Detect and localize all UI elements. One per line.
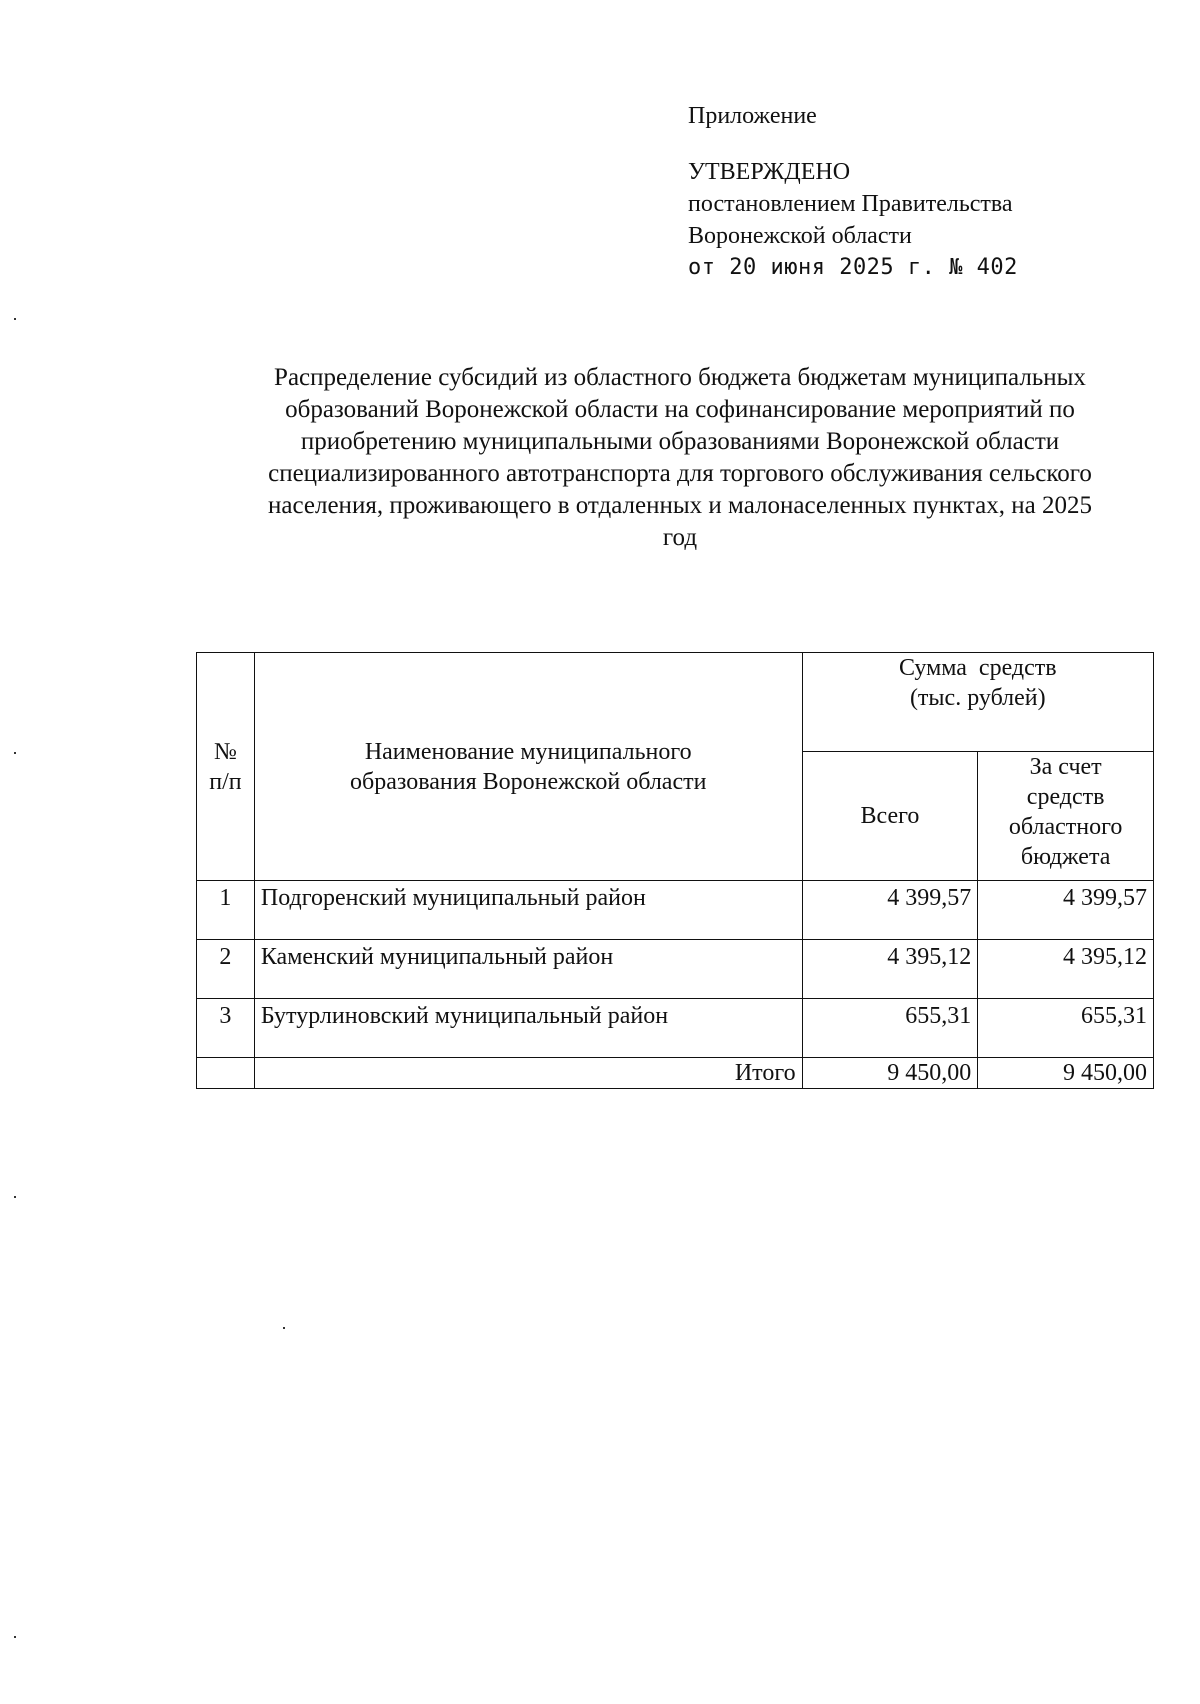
table-row (197, 940, 1154, 999)
total-sum: 9 450,00 (802, 1058, 978, 1089)
title-line-2: образований Воронежской области на софинансирование мероприятий по (285, 396, 1075, 423)
header-name-line-2: образования Воронежской области (350, 768, 707, 795)
title-line-1: Распределение субсидий из областного бюджета бюджетам муниципальных (274, 364, 1086, 391)
decree-line-1: постановлением Правительства (688, 191, 1013, 217)
appendix-label: Приложение (688, 103, 817, 129)
row-number: 2 (197, 940, 255, 999)
row-regional-budget: 4 395,12 (978, 940, 1154, 999)
header-sum (802, 653, 1153, 752)
header-total: Всего (802, 752, 978, 881)
row-number: 3 (197, 999, 255, 1058)
row-municipality: Бутурлиновский муниципальный район (254, 999, 802, 1058)
header-sum-line-1: Сумма средств (898, 655, 1057, 681)
scan-speck (14, 752, 16, 754)
scan-speck (14, 318, 16, 320)
row-total: 4 395,12 (802, 940, 978, 999)
row-municipality: Каменский муниципальный район (254, 940, 802, 999)
row-municipality: Подгоренский муниципальный район (254, 881, 802, 940)
approval-block (688, 100, 1018, 284)
header-number-line-1: № (213, 738, 237, 765)
header-sum-line-2: (тыс. рублей) (909, 685, 1046, 711)
header-regional-budget (978, 752, 1154, 881)
header-budget-line-1: За счет (1029, 754, 1102, 780)
title-line-6: год (662, 524, 698, 551)
total-label: Итого (254, 1058, 802, 1089)
header-budget-line-2: средств (1026, 784, 1105, 810)
row-number: 1 (197, 881, 255, 940)
scan-speck (14, 1636, 16, 1638)
row-total: 655,31 (802, 999, 978, 1058)
scan-speck (14, 1196, 16, 1198)
header-budget-line-4: бюджета (1020, 844, 1111, 870)
subsidy-distribution-table (196, 652, 1154, 1089)
row-total: 4 399,57 (802, 881, 978, 940)
row-regional-budget: 655,31 (978, 999, 1154, 1058)
total-regional-budget: 9 450,00 (978, 1058, 1154, 1089)
header-name-line-1: Наименование муниципального (364, 738, 692, 765)
title-line-4: специализированного автотранспорта для торгового обслуживания сельского (268, 460, 1092, 487)
approved-label: УТВЕРЖДЕНО (688, 159, 851, 185)
title-line-5: населения, проживающего в отдаленных и малонаселенных пунктах, на 2025 (268, 492, 1092, 519)
decree-line-2: Воронежской области (688, 223, 912, 249)
total-empty-cell (197, 1058, 255, 1089)
document-title (200, 362, 1160, 554)
row-regional-budget: 4 399,57 (978, 881, 1154, 940)
header-budget-line-3: областного (1008, 814, 1123, 840)
scan-speck (283, 1327, 285, 1329)
table-row (197, 999, 1154, 1058)
table-row (197, 881, 1154, 940)
table-total-row (197, 1058, 1154, 1089)
table-header-row (197, 653, 1154, 752)
decree-date-number: от 20 июня 2025 г. № 402 (688, 255, 1018, 280)
header-name (254, 653, 802, 881)
header-number (197, 653, 255, 881)
header-number-line-2: п/п (209, 768, 242, 795)
title-line-3: приобретению муниципальными образованиями Воронежской области (300, 428, 1060, 455)
